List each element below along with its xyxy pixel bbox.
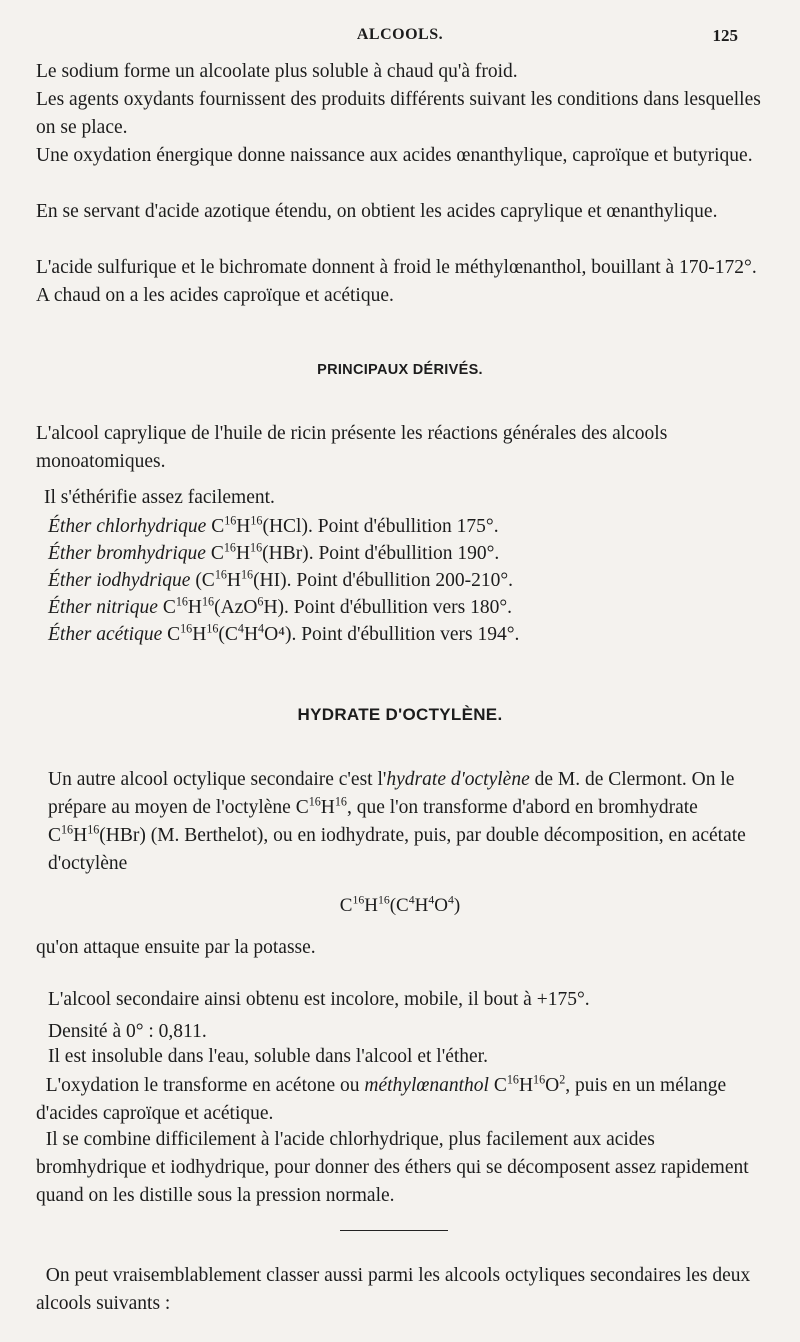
paragraph-insoluble: Il est insoluble dans l'eau, soluble dans l'alcool et l'éther. xyxy=(48,1046,488,1067)
paragraph-densite: Densité à 0° : 0,811. xyxy=(48,1021,207,1042)
list-item: Éther acétique $C^{16}H^{16}(C^4H^4O^4)$. Point d'ébullition vers 194°. xyxy=(48,621,520,645)
paragraph-oxydation-energique: Une oxydation énergique donne naissance aux acides œnanthylique, caproïque et butyrique. xyxy=(36,145,753,166)
page-header xyxy=(0,26,800,50)
ether-name: Éther iodhydrique xyxy=(48,570,191,591)
ether-list xyxy=(48,513,748,648)
paragraph-autre-alcool: Un autre alcool octylique secondaire c'est l'hydrate d'octylène de M. de Clermont. On le prépare au moyen de l'octylène $C^{16}H^{16}$, que l'on transforme d'abord en bromhydrate $C^{16}H^{16}(HBr)$ (M. Berthelot), ou en iodhydrate, puis, par double décomposition, en acétate d'octylène xyxy=(48,769,746,874)
formula-acetate-octylene: $C^{16}H^{16}(C^4H^4O^4)$ xyxy=(339,893,461,916)
paragraph-incolore: L'alcool secondaire ainsi obtenu est incolore, mobile, il bout à +175°. xyxy=(48,989,590,1010)
paragraph-deux-alcools: On peut vraisemblablement classer aussi parmi les alcools octyliques secondaires les deux alcools suivants : xyxy=(36,1265,751,1314)
paragraph-sodium: Le sodium forme un alcoolate plus soluble à chaud qu'à froid. xyxy=(36,61,518,82)
ether-name: Éther acétique xyxy=(48,624,163,645)
page-number: 125 xyxy=(712,26,738,45)
paragraph-potasse: qu'on attaque ensuite par la potasse. xyxy=(36,937,316,958)
paragraph-combine: Il se combine difficilement à l'acide chlorhydrique, plus facilement aux acides bromhydrique et iodhydrique, pour donner des éthers qui se décomposent assez rapidement quand on les distille sous la pression normale. xyxy=(36,1129,749,1206)
list-item: Éther nitrique $C^{16}H^{16}(AzO^6H)$. Point d'ébullition vers 180°. xyxy=(48,594,513,618)
paragraph-etherifie: Il s'éthérifie assez facilement. xyxy=(44,487,275,508)
list-item: Éther iodhydrique ($C^{16}H^{16}(HI)$. Point d'ébullition 200-210°. xyxy=(48,567,513,591)
ether-name: Éther nitrique xyxy=(48,597,158,618)
paragraph-acide-azotique: En se servant d'acide azotique étendu, on obtient les acides caprylique et œnanthylique. xyxy=(36,201,718,222)
list-item: Éther chlorhydrique $C^{16}H^{16}(HCl)$. Point d'ébullition 175°. xyxy=(48,513,499,537)
list-item: Éther bromhydrique $C^{16}H^{16}(HBr)$. Point d'ébullition 190°. xyxy=(48,540,500,564)
paragraph-acide-sulfurique: L'acide sulfurique et le bichromate donnent à froid le méthylœnanthol, bouillant à 170-172°. A chaud on a les acides caproïque et acétique. xyxy=(36,257,757,306)
ether-name: Éther bromhydrique xyxy=(48,543,206,564)
running-head: ALCOOLS. xyxy=(356,26,444,43)
paragraph-oxydation-acetone: L'oxydation le transforme en acétone ou méthylœnanthol $C^{16}H^{16}O^2$, puis en un mélange d'acides caproïque et acétique. xyxy=(36,1072,727,1124)
heading-principaux-derives: PRINCIPAUX DÉRIVÉS. xyxy=(317,362,483,378)
paragraph-alcool-caprylique: L'alcool caprylique de l'huile de ricin présente les réactions générales des alcools monoatomiques. xyxy=(36,423,668,472)
heading-hydrate-octylene: HYDRATE D'OCTYLÈNE. xyxy=(297,705,503,724)
section-rule xyxy=(340,1230,448,1231)
paragraph-oxydants: Les agents oxydants fournissent des produits différents suivant les conditions dans lesquelles on se place. xyxy=(36,89,761,138)
ether-name: Éther chlorhydrique xyxy=(48,516,207,537)
